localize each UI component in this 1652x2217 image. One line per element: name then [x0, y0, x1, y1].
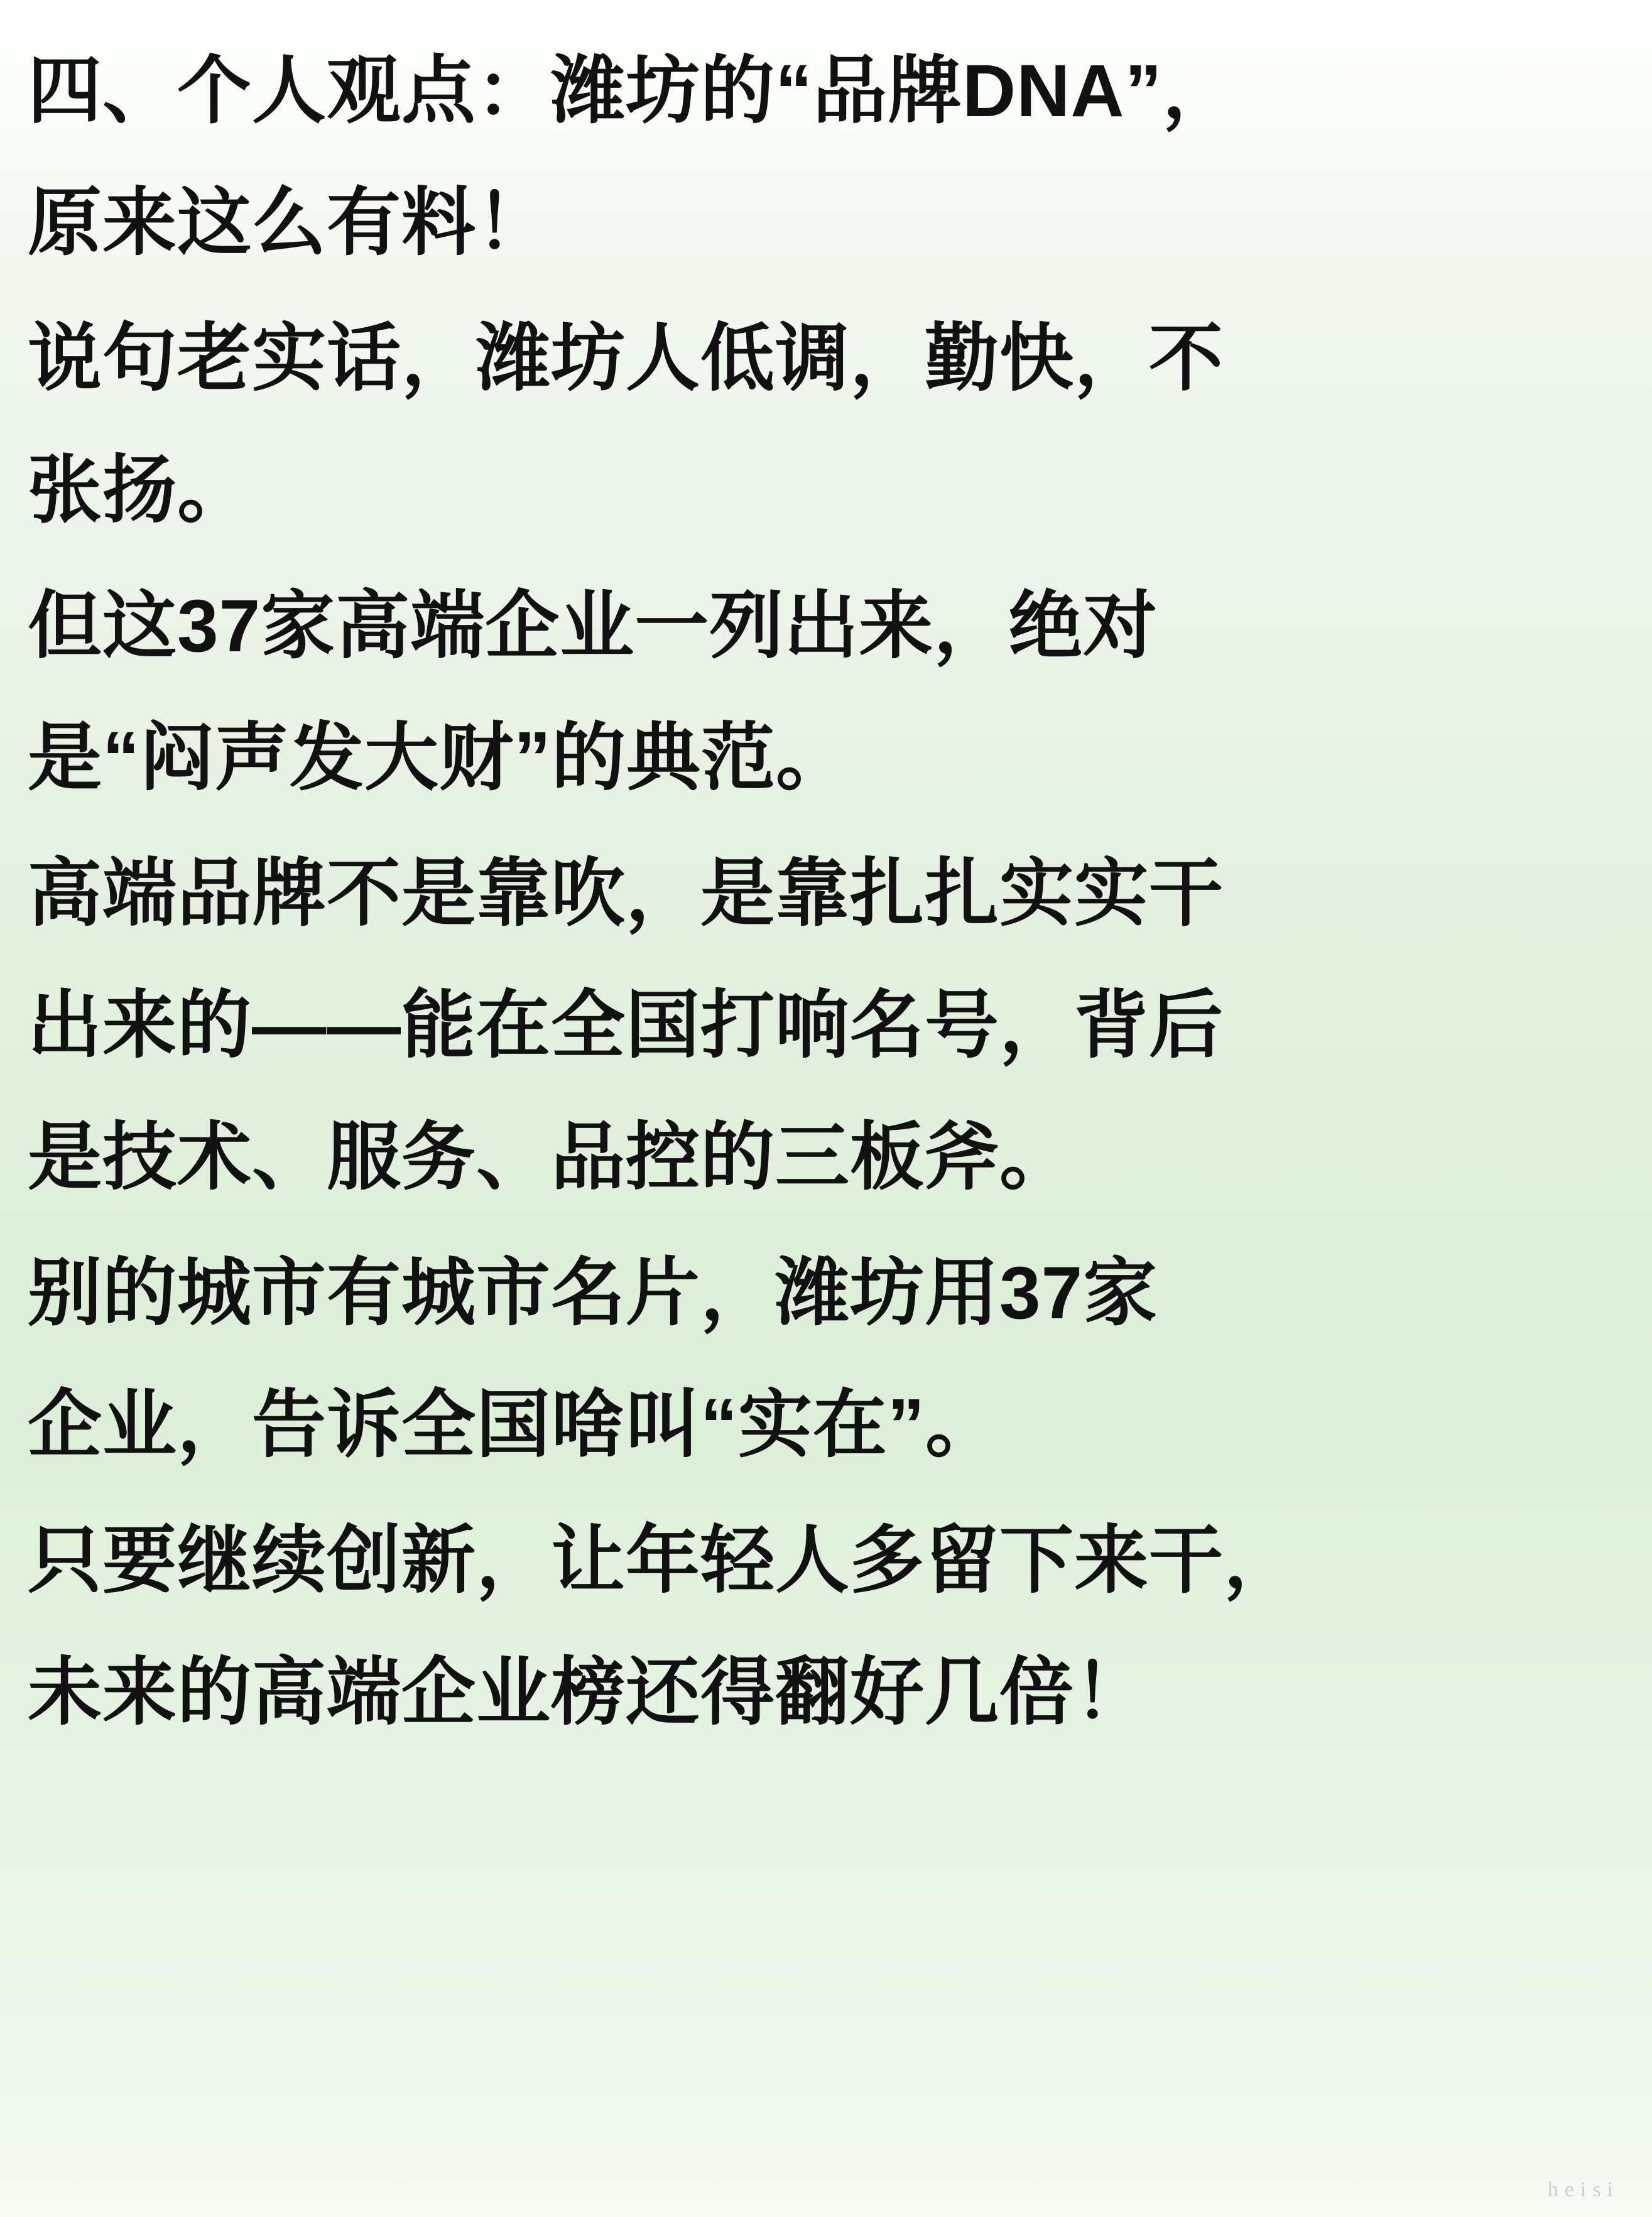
heading-line: 原来这么有料！ [28, 182, 552, 265]
heading-line: 四、个人观点：潍坊的“品牌DNA”， [28, 50, 1237, 133]
text-line: 别的城市有城市名片，潍坊用37家 [28, 1252, 1158, 1335]
watermark: heisi [1547, 2178, 1619, 2201]
text-line: 是技术、服务、品控的三板斧。 [28, 1116, 1075, 1200]
text-line: 未来的高端企业榜还得翻好几倍！ [28, 1651, 1149, 1735]
paragraph-3 [28, 828, 1622, 1223]
text-line: 说句老实话，潍坊人低调，勤快，不 [28, 317, 1224, 401]
text-line: 高端品牌不是靠吹，是靠扎扎实实干 [28, 852, 1224, 936]
paragraph-1 [28, 293, 1622, 556]
text-line: 张扬。 [28, 449, 253, 533]
paragraph-4 [28, 1227, 1622, 1491]
text-line: 企业，告诉全国啥叫“实在”。 [28, 1384, 1001, 1467]
paragraph-5 [28, 1495, 1622, 1759]
paragraph-2 [28, 560, 1622, 824]
text-line: 是“闷声发大财”的典范。 [28, 717, 851, 800]
text-line: 出来的——能在全国打响名号，背后 [28, 984, 1224, 1068]
text-line: 但这37家高端企业一列出来，绝对 [28, 585, 1158, 668]
heading-block [28, 25, 1622, 289]
text-line: 只要继续创新，让年轻人多留下来干， [28, 1519, 1299, 1603]
